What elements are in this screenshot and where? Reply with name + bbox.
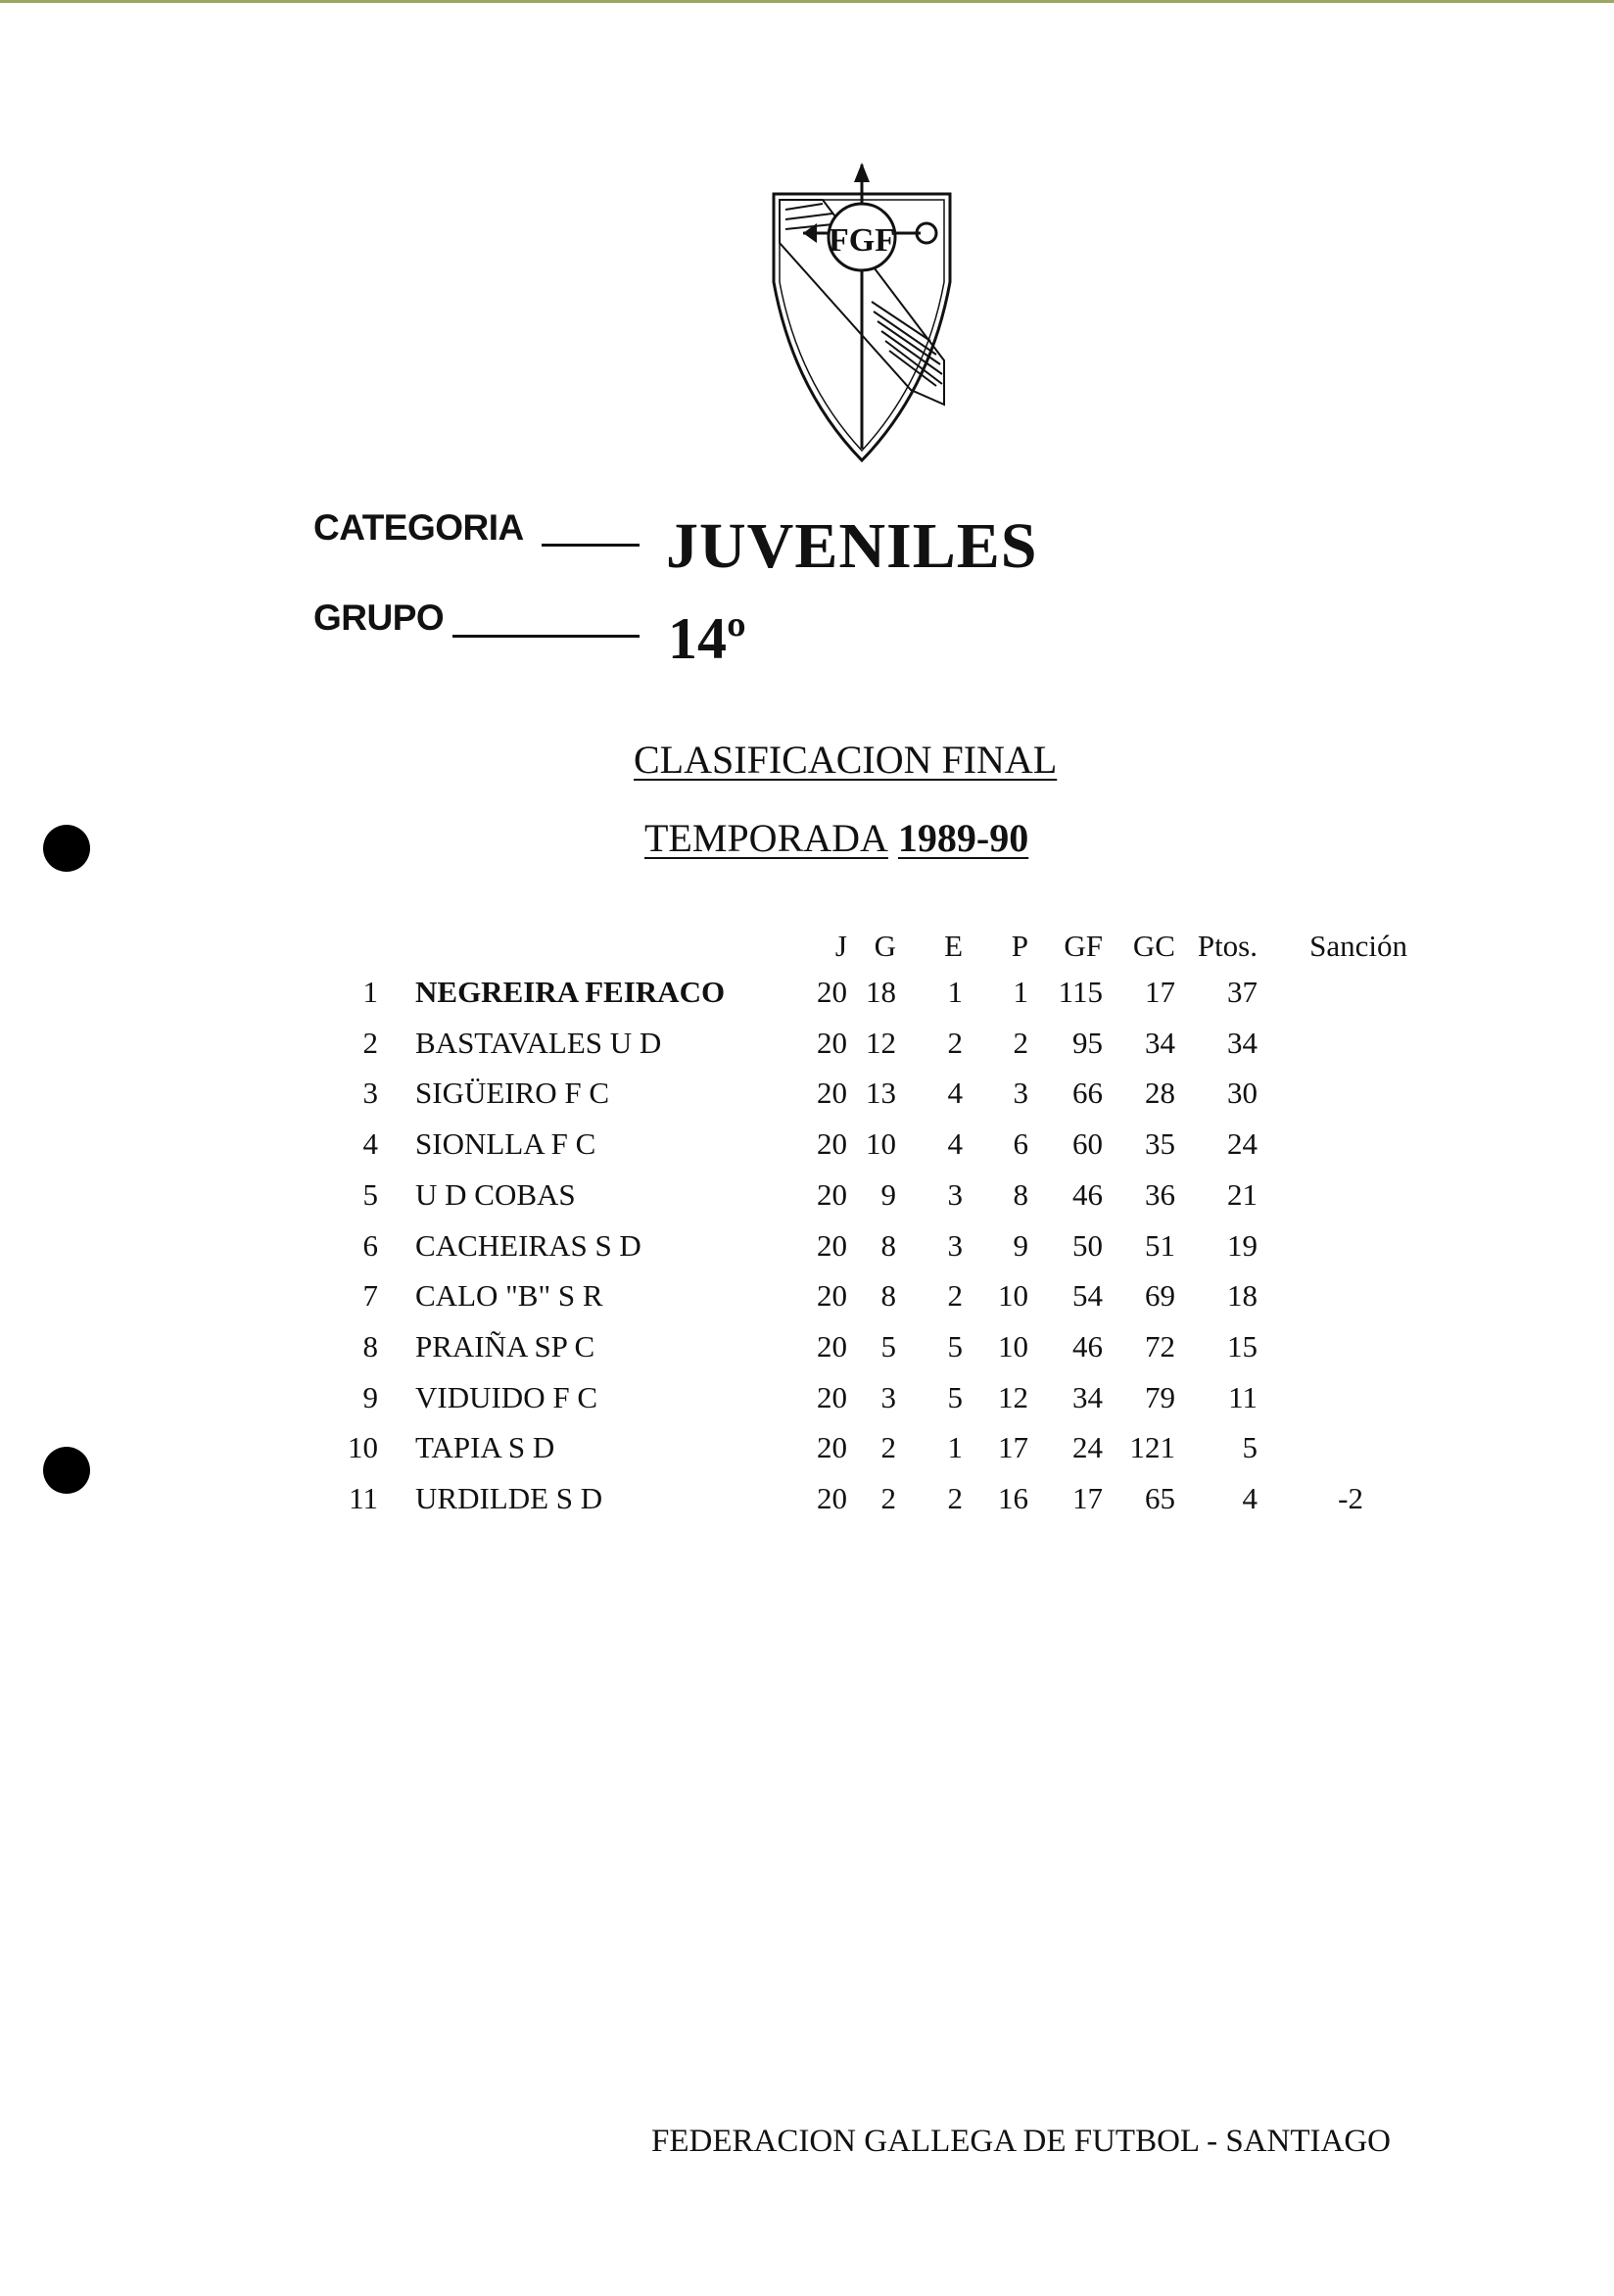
- row-gf: 46: [1072, 1328, 1103, 1363]
- column-header: Sanción: [1309, 929, 1407, 963]
- row-team-name: BASTAVALES U D: [415, 1025, 662, 1060]
- row-j: 20: [817, 1126, 847, 1162]
- row-team-name: URDILDE S D: [415, 1481, 603, 1515]
- row-g: 10: [866, 1126, 896, 1162]
- row-j: 20: [817, 1481, 847, 1515]
- row-team-name: U D COBAS: [415, 1176, 576, 1212]
- federation-crest-logo: [764, 155, 960, 464]
- row-position: 8: [362, 1328, 378, 1363]
- row-g: 13: [866, 1076, 896, 1111]
- row-p: 3: [1013, 1076, 1028, 1111]
- row-position: 1: [362, 975, 378, 1009]
- row-pts: 34: [1227, 1025, 1258, 1060]
- row-gc: 79: [1145, 1379, 1175, 1414]
- row-j: 20: [817, 1227, 847, 1263]
- grupo-value: 14º: [668, 606, 746, 671]
- row-g: 2: [880, 1430, 896, 1465]
- row-e: 4: [947, 1126, 963, 1162]
- row-position: 4: [362, 1126, 378, 1162]
- row-gc: 69: [1145, 1278, 1175, 1314]
- row-j: 20: [817, 975, 847, 1009]
- row-e: 5: [947, 1328, 963, 1363]
- row-gf: 24: [1072, 1430, 1103, 1465]
- categoria-rule: [542, 544, 640, 547]
- row-pts: 21: [1227, 1176, 1258, 1212]
- row-pts: 30: [1227, 1076, 1258, 1111]
- row-p: 9: [1013, 1227, 1028, 1263]
- grupo-label: GRUPO: [313, 598, 445, 638]
- row-position: 6: [362, 1227, 378, 1263]
- row-g: 2: [880, 1481, 896, 1515]
- row-e: 2: [947, 1481, 963, 1515]
- row-gf: 60: [1072, 1126, 1103, 1162]
- row-gf: 54: [1072, 1278, 1103, 1314]
- row-p: 8: [1013, 1176, 1028, 1212]
- row-sancion: -2: [1338, 1481, 1363, 1515]
- row-gf: 50: [1072, 1227, 1103, 1263]
- row-p: 1: [1013, 975, 1028, 1009]
- row-position: 7: [362, 1278, 378, 1314]
- row-g: 9: [880, 1176, 896, 1212]
- row-pts: 4: [1242, 1481, 1258, 1515]
- row-p: 12: [998, 1379, 1028, 1414]
- row-gc: 51: [1145, 1227, 1175, 1263]
- row-position: 5: [362, 1176, 378, 1212]
- row-team-name: CALO "B" S R: [415, 1278, 603, 1314]
- row-e: 1: [947, 1430, 963, 1465]
- row-team-name: SIONLLA F C: [415, 1126, 596, 1162]
- row-pts: 18: [1227, 1278, 1258, 1314]
- row-position: 11: [349, 1481, 378, 1515]
- row-position: 2: [362, 1025, 378, 1060]
- row-p: 17: [998, 1430, 1028, 1465]
- row-pts: 24: [1227, 1126, 1258, 1162]
- row-team-name: NEGREIRA FEIRACO: [415, 975, 726, 1009]
- row-j: 20: [817, 1278, 847, 1314]
- row-gf: 46: [1072, 1176, 1103, 1212]
- row-p: 10: [998, 1278, 1028, 1314]
- row-p: 16: [998, 1481, 1028, 1515]
- row-gc: 35: [1145, 1126, 1175, 1162]
- temporada-label: TEMPORADA: [644, 816, 888, 860]
- row-gc: 34: [1145, 1025, 1175, 1060]
- row-team-name: CACHEIRAS S D: [415, 1227, 641, 1263]
- row-position: 10: [348, 1430, 378, 1465]
- row-gf: 95: [1072, 1025, 1103, 1060]
- row-g: 8: [880, 1227, 896, 1263]
- punch-hole-bottom: [43, 1447, 90, 1494]
- row-gc: 36: [1145, 1176, 1175, 1212]
- row-gc: 72: [1145, 1328, 1175, 1363]
- row-p: 6: [1013, 1126, 1028, 1162]
- column-header: G: [874, 929, 896, 963]
- row-pts: 5: [1242, 1430, 1258, 1465]
- row-pts: 11: [1228, 1379, 1258, 1414]
- row-j: 20: [817, 1430, 847, 1465]
- row-team-name: PRAIÑA SP C: [415, 1328, 595, 1363]
- row-gf: 34: [1072, 1379, 1103, 1414]
- temporada-value: 1989-90: [897, 816, 1029, 860]
- column-header: P: [1011, 929, 1028, 963]
- row-g: 18: [866, 975, 896, 1009]
- row-team-name: VIDUIDO F C: [415, 1379, 597, 1414]
- column-header: J: [834, 929, 847, 963]
- column-header: GC: [1132, 929, 1175, 963]
- row-e: 1: [947, 975, 963, 1009]
- row-j: 20: [817, 1076, 847, 1111]
- row-p: 2: [1013, 1025, 1028, 1060]
- row-g: 12: [866, 1025, 896, 1060]
- row-position: 3: [362, 1076, 378, 1111]
- footer-federation: FEDERACION GALLEGA DE FUTBOL - SANTIAGO: [651, 2124, 1391, 2159]
- row-e: 3: [947, 1176, 963, 1212]
- row-e: 3: [947, 1227, 963, 1263]
- row-j: 20: [817, 1379, 847, 1414]
- row-gc: 65: [1145, 1481, 1175, 1515]
- grupo-rule: [452, 635, 640, 638]
- row-j: 20: [817, 1328, 847, 1363]
- row-p: 10: [998, 1328, 1028, 1363]
- row-team-name: SIGÜEIRO F C: [415, 1076, 610, 1111]
- row-gf: 66: [1072, 1076, 1103, 1111]
- column-header: E: [944, 929, 963, 963]
- row-e: 4: [947, 1076, 963, 1111]
- svg-text:FGF: FGF: [829, 222, 895, 259]
- row-pts: 37: [1227, 975, 1258, 1009]
- punch-hole-top: [43, 825, 90, 872]
- row-gc: 17: [1145, 975, 1175, 1009]
- row-g: 5: [880, 1328, 896, 1363]
- row-j: 20: [817, 1025, 847, 1060]
- row-pts: 15: [1227, 1328, 1258, 1363]
- classification-title: CLASIFICACION FINAL: [634, 738, 1058, 782]
- row-g: 8: [880, 1278, 896, 1314]
- row-e: 2: [947, 1278, 963, 1314]
- categoria-label: CATEGORIA: [313, 507, 524, 548]
- column-header: Ptos.: [1197, 929, 1258, 963]
- row-e: 2: [947, 1025, 963, 1060]
- categoria-value: JUVENILES: [666, 510, 1038, 582]
- row-g: 3: [880, 1379, 896, 1414]
- row-e: 5: [947, 1379, 963, 1414]
- column-header: GF: [1064, 929, 1103, 963]
- temporada-line: [644, 815, 1028, 861]
- row-gf: 17: [1072, 1481, 1103, 1515]
- row-gf: 115: [1058, 975, 1103, 1009]
- row-team-name: TAPIA S D: [415, 1430, 555, 1465]
- scan-top-edge: [0, 0, 1614, 3]
- row-gc: 121: [1129, 1430, 1175, 1465]
- row-pts: 19: [1227, 1227, 1258, 1263]
- row-gc: 28: [1145, 1076, 1175, 1111]
- row-position: 9: [362, 1379, 378, 1414]
- row-j: 20: [817, 1176, 847, 1212]
